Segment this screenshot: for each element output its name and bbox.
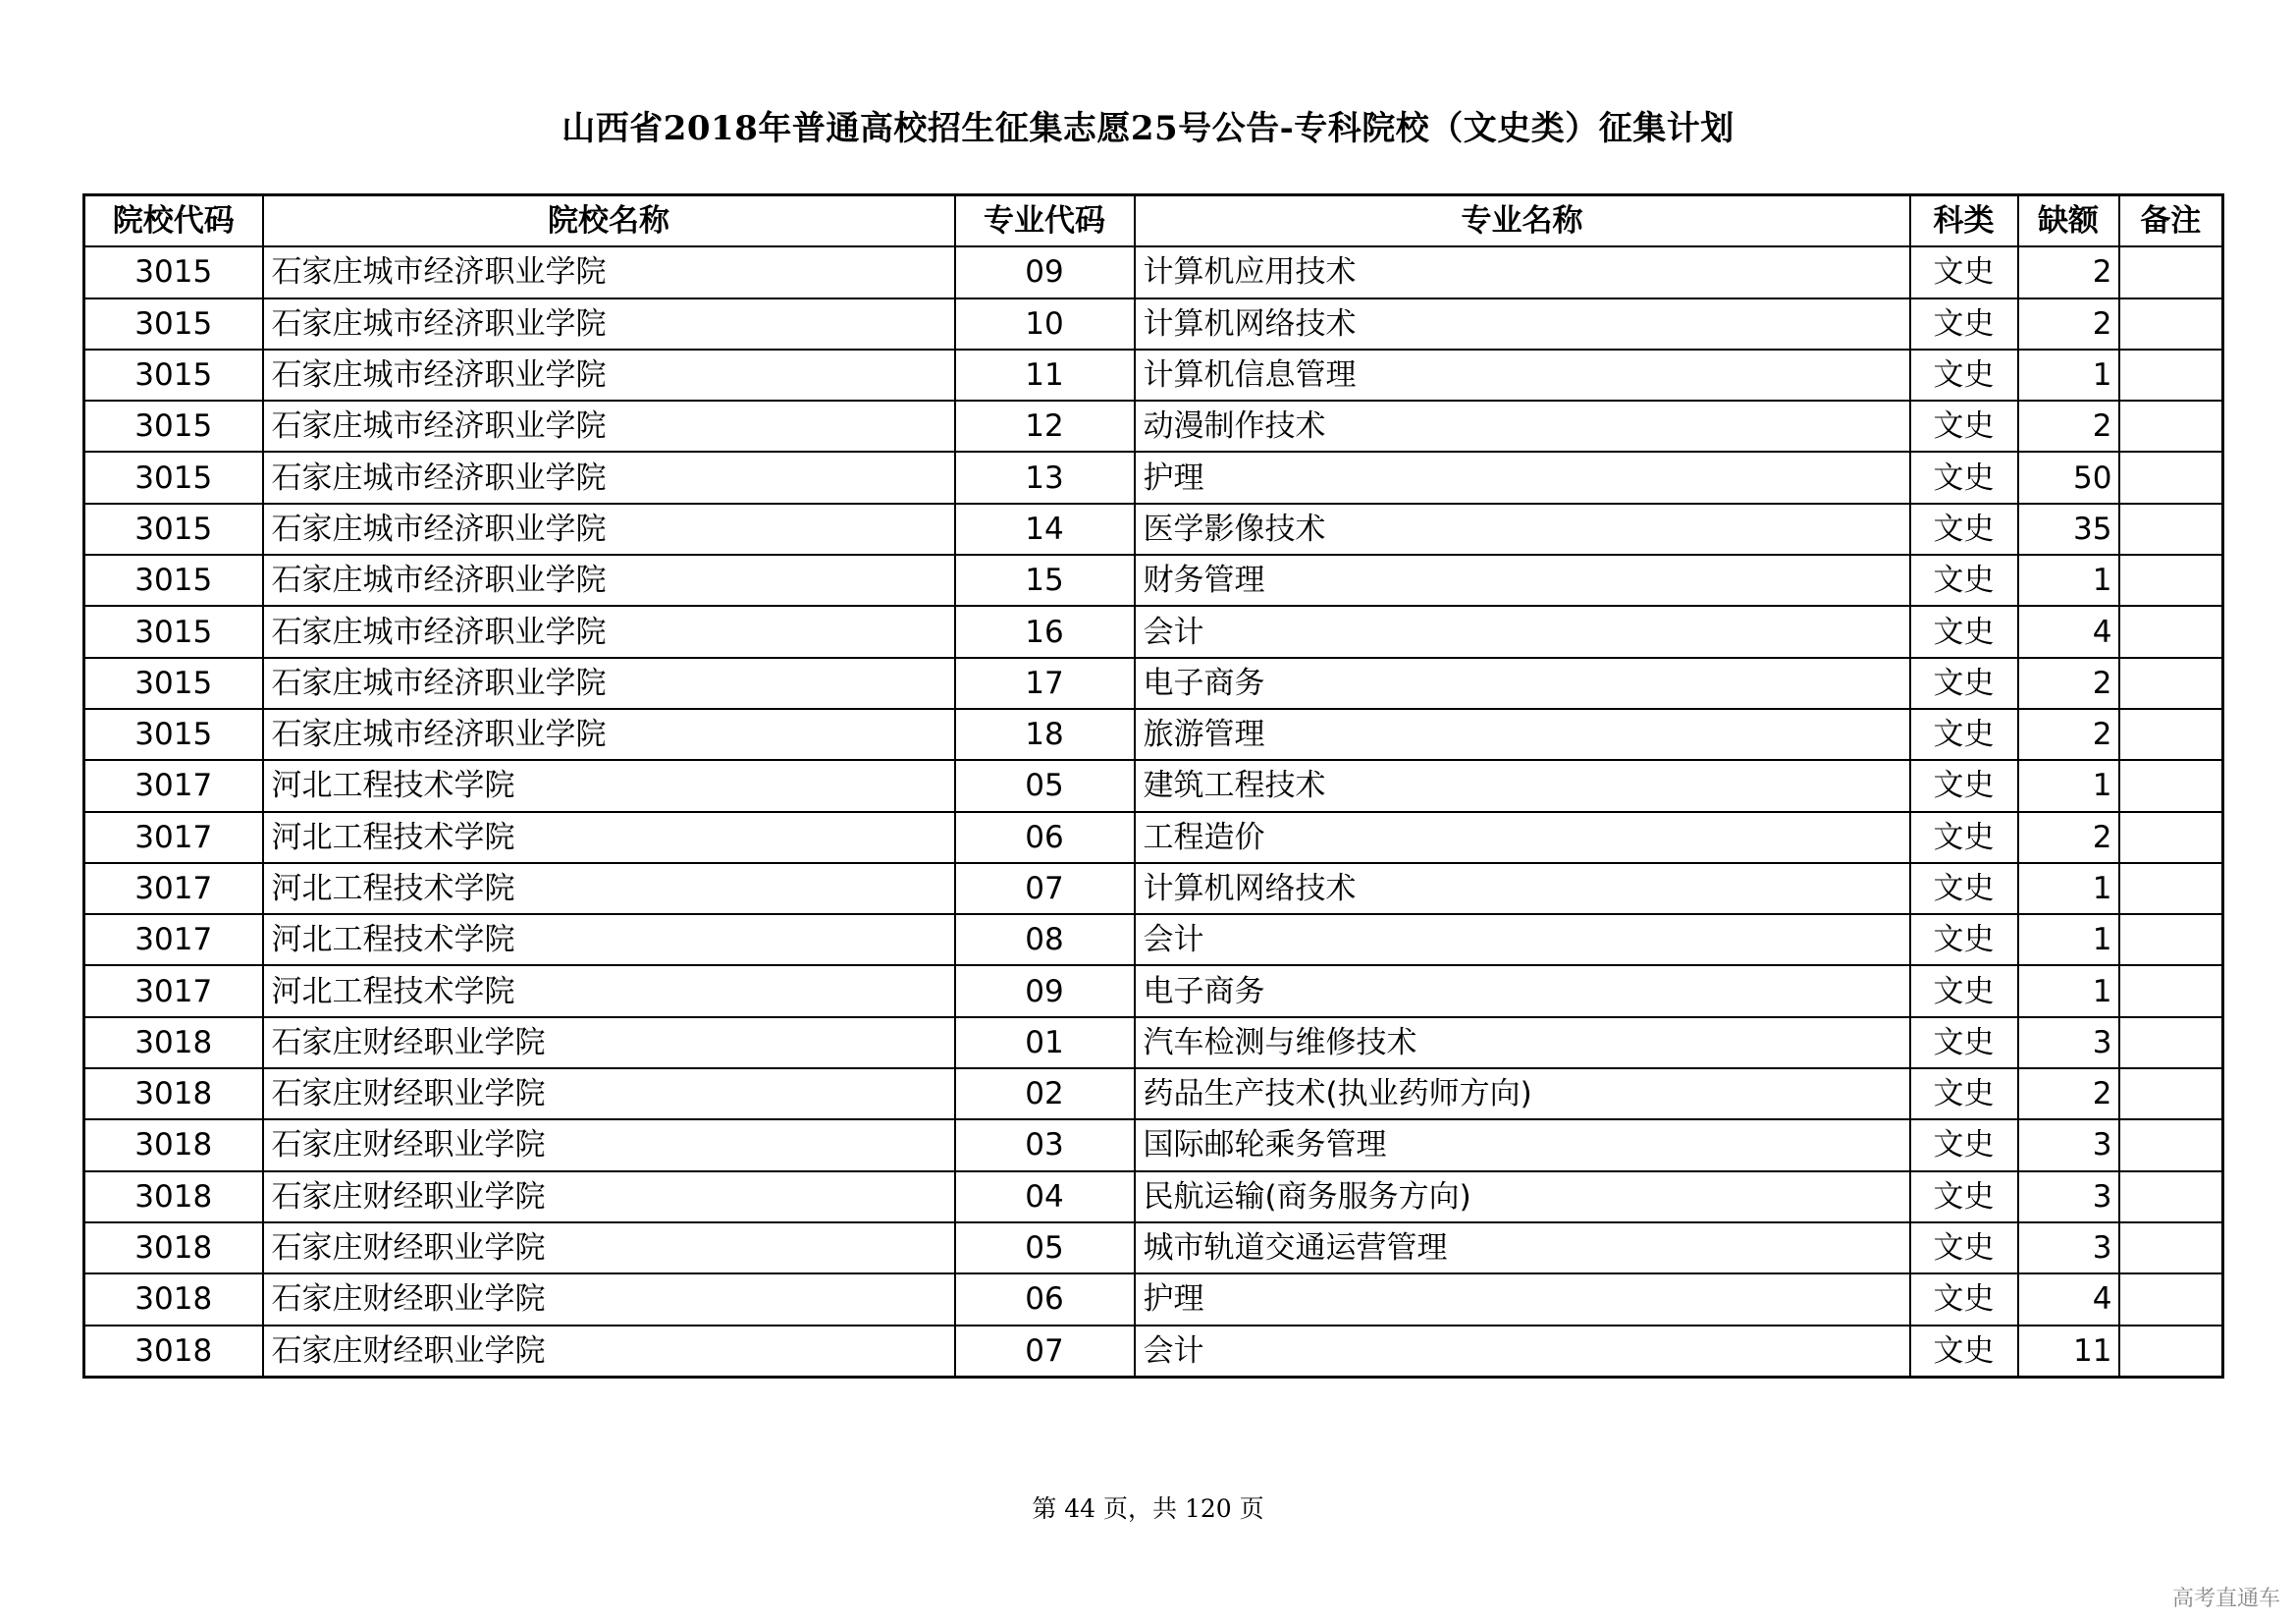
category-cell: 文史 bbox=[1910, 452, 2018, 503]
major-code-cell: 09 bbox=[955, 246, 1135, 298]
school-code-cell: 3015 bbox=[84, 709, 263, 760]
major-name-cell: 计算机信息管理 bbox=[1135, 350, 1910, 401]
major-code-cell: 14 bbox=[955, 504, 1135, 555]
note-cell bbox=[2119, 1171, 2223, 1222]
school-name-cell: 石家庄城市经济职业学院 bbox=[263, 350, 955, 401]
major-name-cell: 汽车检测与维修技术 bbox=[1135, 1017, 1910, 1068]
school-code-cell: 3017 bbox=[84, 760, 263, 811]
school-name-cell: 石家庄财经职业学院 bbox=[263, 1119, 955, 1170]
school-code-cell: 3018 bbox=[84, 1326, 263, 1378]
major-name-cell: 民航运输(商务服务方向) bbox=[1135, 1171, 1910, 1222]
note-cell bbox=[2119, 709, 2223, 760]
table-row bbox=[84, 1326, 2223, 1378]
category-cell: 文史 bbox=[1910, 246, 2018, 298]
school-code-cell: 3017 bbox=[84, 965, 263, 1016]
table-row bbox=[84, 914, 2223, 965]
table-row bbox=[84, 1171, 2223, 1222]
major-name-cell: 旅游管理 bbox=[1135, 709, 1910, 760]
quota-cell: 2 bbox=[2018, 709, 2119, 760]
major-code-cell: 11 bbox=[955, 350, 1135, 401]
major-code-cell: 10 bbox=[955, 298, 1135, 350]
category-cell: 文史 bbox=[1910, 1017, 2018, 1068]
school-code-cell: 3015 bbox=[84, 504, 263, 555]
school-name-cell: 河北工程技术学院 bbox=[263, 914, 955, 965]
school-code-cell: 3015 bbox=[84, 401, 263, 452]
category-cell: 文史 bbox=[1910, 965, 2018, 1016]
quota-cell: 4 bbox=[2018, 1273, 2119, 1325]
school-name-cell: 石家庄财经职业学院 bbox=[263, 1273, 955, 1325]
quota-cell: 2 bbox=[2018, 298, 2119, 350]
school-code-cell: 3018 bbox=[84, 1273, 263, 1325]
school-name-cell: 河北工程技术学院 bbox=[263, 965, 955, 1016]
major-name-cell: 药品生产技术(执业药师方向) bbox=[1135, 1068, 1910, 1119]
header-note: 备注 bbox=[2119, 195, 2223, 247]
school-name-cell: 石家庄城市经济职业学院 bbox=[263, 401, 955, 452]
school-code-cell: 3017 bbox=[84, 863, 263, 914]
table-row bbox=[84, 658, 2223, 709]
major-name-cell: 城市轨道交通运营管理 bbox=[1135, 1222, 1910, 1273]
note-cell bbox=[2119, 298, 2223, 350]
major-code-cell: 07 bbox=[955, 1326, 1135, 1378]
major-code-cell: 08 bbox=[955, 914, 1135, 965]
quota-cell: 2 bbox=[2018, 812, 2119, 863]
quota-cell: 35 bbox=[2018, 504, 2119, 555]
school-name-cell: 石家庄城市经济职业学院 bbox=[263, 555, 955, 606]
school-code-cell: 3015 bbox=[84, 350, 263, 401]
note-cell bbox=[2119, 1273, 2223, 1325]
school-name-cell: 石家庄城市经济职业学院 bbox=[263, 606, 955, 657]
category-cell: 文史 bbox=[1910, 1068, 2018, 1119]
category-cell: 文史 bbox=[1910, 350, 2018, 401]
school-name-cell: 石家庄财经职业学院 bbox=[263, 1068, 955, 1119]
major-name-cell: 会计 bbox=[1135, 1326, 1910, 1378]
table-row bbox=[84, 1017, 2223, 1068]
quota-cell: 50 bbox=[2018, 452, 2119, 503]
table-row bbox=[84, 1119, 2223, 1170]
note-cell bbox=[2119, 401, 2223, 452]
category-cell: 文史 bbox=[1910, 555, 2018, 606]
table-header-row bbox=[84, 195, 2223, 247]
header-school-name: 院校名称 bbox=[263, 195, 955, 247]
major-code-cell: 03 bbox=[955, 1119, 1135, 1170]
major-code-cell: 06 bbox=[955, 1273, 1135, 1325]
quota-cell: 2 bbox=[2018, 246, 2119, 298]
major-name-cell: 会计 bbox=[1135, 914, 1910, 965]
school-name-cell: 石家庄城市经济职业学院 bbox=[263, 298, 955, 350]
school-name-cell: 石家庄财经职业学院 bbox=[263, 1326, 955, 1378]
category-cell: 文史 bbox=[1910, 812, 2018, 863]
note-cell bbox=[2119, 606, 2223, 657]
note-cell bbox=[2119, 965, 2223, 1016]
major-name-cell: 国际邮轮乘务管理 bbox=[1135, 1119, 1910, 1170]
note-cell bbox=[2119, 1222, 2223, 1273]
table-row bbox=[84, 504, 2223, 555]
school-name-cell: 石家庄城市经济职业学院 bbox=[263, 246, 955, 298]
quota-cell: 3 bbox=[2018, 1222, 2119, 1273]
major-code-cell: 01 bbox=[955, 1017, 1135, 1068]
quota-cell: 1 bbox=[2018, 760, 2119, 811]
school-name-cell: 河北工程技术学院 bbox=[263, 760, 955, 811]
category-cell: 文史 bbox=[1910, 298, 2018, 350]
header-major-name: 专业名称 bbox=[1135, 195, 1910, 247]
quota-cell: 11 bbox=[2018, 1326, 2119, 1378]
school-code-cell: 3015 bbox=[84, 246, 263, 298]
header-category: 科类 bbox=[1910, 195, 2018, 247]
category-cell: 文史 bbox=[1910, 709, 2018, 760]
quota-cell: 4 bbox=[2018, 606, 2119, 657]
category-cell: 文史 bbox=[1910, 658, 2018, 709]
major-name-cell: 财务管理 bbox=[1135, 555, 1910, 606]
header-major-code: 专业代码 bbox=[955, 195, 1135, 247]
quota-cell: 3 bbox=[2018, 1119, 2119, 1170]
school-name-cell: 河北工程技术学院 bbox=[263, 863, 955, 914]
table-row bbox=[84, 965, 2223, 1016]
major-name-cell: 计算机应用技术 bbox=[1135, 246, 1910, 298]
header-quota: 缺额 bbox=[2018, 195, 2119, 247]
quota-cell: 1 bbox=[2018, 350, 2119, 401]
table-row bbox=[84, 812, 2223, 863]
quota-cell: 1 bbox=[2018, 965, 2119, 1016]
major-code-cell: 09 bbox=[955, 965, 1135, 1016]
category-cell: 文史 bbox=[1910, 863, 2018, 914]
quota-cell: 1 bbox=[2018, 863, 2119, 914]
note-cell bbox=[2119, 1068, 2223, 1119]
school-name-cell: 石家庄财经职业学院 bbox=[263, 1017, 955, 1068]
note-cell bbox=[2119, 246, 2223, 298]
major-name-cell: 会计 bbox=[1135, 606, 1910, 657]
watermark: 高考直通车 bbox=[2171, 1587, 2280, 1611]
school-name-cell: 石家庄城市经济职业学院 bbox=[263, 709, 955, 760]
major-name-cell: 动漫制作技术 bbox=[1135, 401, 1910, 452]
note-cell bbox=[2119, 658, 2223, 709]
quota-cell: 2 bbox=[2018, 1068, 2119, 1119]
table-row bbox=[84, 555, 2223, 606]
major-code-cell: 12 bbox=[955, 401, 1135, 452]
category-cell: 文史 bbox=[1910, 606, 2018, 657]
school-code-cell: 3015 bbox=[84, 606, 263, 657]
school-code-cell: 3018 bbox=[84, 1017, 263, 1068]
major-name-cell: 护理 bbox=[1135, 452, 1910, 503]
note-cell bbox=[2119, 914, 2223, 965]
major-name-cell: 医学影像技术 bbox=[1135, 504, 1910, 555]
school-name-cell: 石家庄城市经济职业学院 bbox=[263, 504, 955, 555]
quota-cell: 2 bbox=[2018, 401, 2119, 452]
school-name-cell: 石家庄城市经济职业学院 bbox=[263, 452, 955, 503]
note-cell bbox=[2119, 812, 2223, 863]
school-name-cell: 石家庄城市经济职业学院 bbox=[263, 658, 955, 709]
note-cell bbox=[2119, 760, 2223, 811]
table-row bbox=[84, 1273, 2223, 1325]
table-body bbox=[84, 246, 2223, 1377]
school-code-cell: 3018 bbox=[84, 1171, 263, 1222]
category-cell: 文史 bbox=[1910, 760, 2018, 811]
major-code-cell: 05 bbox=[955, 760, 1135, 811]
table-row bbox=[84, 863, 2223, 914]
major-name-cell: 电子商务 bbox=[1135, 965, 1910, 1016]
note-cell bbox=[2119, 350, 2223, 401]
category-cell: 文史 bbox=[1910, 914, 2018, 965]
table-row bbox=[84, 709, 2223, 760]
note-cell bbox=[2119, 863, 2223, 914]
category-cell: 文史 bbox=[1910, 1119, 2018, 1170]
quota-cell: 2 bbox=[2018, 658, 2119, 709]
major-code-cell: 07 bbox=[955, 863, 1135, 914]
school-code-cell: 3018 bbox=[84, 1222, 263, 1273]
enrollment-plan-table bbox=[82, 193, 2224, 1379]
major-code-cell: 02 bbox=[955, 1068, 1135, 1119]
major-name-cell: 电子商务 bbox=[1135, 658, 1910, 709]
major-code-cell: 05 bbox=[955, 1222, 1135, 1273]
table-row bbox=[84, 350, 2223, 401]
category-cell: 文史 bbox=[1910, 401, 2018, 452]
category-cell: 文史 bbox=[1910, 504, 2018, 555]
table-row bbox=[84, 606, 2223, 657]
table-row bbox=[84, 246, 2223, 298]
major-code-cell: 13 bbox=[955, 452, 1135, 503]
category-cell: 文史 bbox=[1910, 1273, 2018, 1325]
note-cell bbox=[2119, 555, 2223, 606]
category-cell: 文史 bbox=[1910, 1171, 2018, 1222]
major-code-cell: 06 bbox=[955, 812, 1135, 863]
table-row bbox=[84, 1068, 2223, 1119]
major-code-cell: 15 bbox=[955, 555, 1135, 606]
major-name-cell: 计算机网络技术 bbox=[1135, 863, 1910, 914]
quota-cell: 1 bbox=[2018, 914, 2119, 965]
table-row bbox=[84, 452, 2223, 503]
table-row bbox=[84, 760, 2223, 811]
note-cell bbox=[2119, 1017, 2223, 1068]
school-code-cell: 3015 bbox=[84, 452, 263, 503]
major-name-cell: 工程造价 bbox=[1135, 812, 1910, 863]
note-cell bbox=[2119, 504, 2223, 555]
major-name-cell: 计算机网络技术 bbox=[1135, 298, 1910, 350]
table-row bbox=[84, 401, 2223, 452]
school-code-cell: 3015 bbox=[84, 658, 263, 709]
category-cell: 文史 bbox=[1910, 1222, 2018, 1273]
major-name-cell: 建筑工程技术 bbox=[1135, 760, 1910, 811]
school-name-cell: 石家庄财经职业学院 bbox=[263, 1222, 955, 1273]
school-code-cell: 3017 bbox=[84, 812, 263, 863]
school-name-cell: 石家庄财经职业学院 bbox=[263, 1171, 955, 1222]
major-code-cell: 18 bbox=[955, 709, 1135, 760]
school-code-cell: 3018 bbox=[84, 1119, 263, 1170]
school-code-cell: 3015 bbox=[84, 298, 263, 350]
quota-cell: 3 bbox=[2018, 1017, 2119, 1068]
major-code-cell: 17 bbox=[955, 658, 1135, 709]
school-name-cell: 河北工程技术学院 bbox=[263, 812, 955, 863]
note-cell bbox=[2119, 1326, 2223, 1378]
note-cell bbox=[2119, 1119, 2223, 1170]
quota-cell: 1 bbox=[2018, 555, 2119, 606]
quota-cell: 3 bbox=[2018, 1171, 2119, 1222]
header-school-code: 院校代码 bbox=[84, 195, 263, 247]
table-row bbox=[84, 298, 2223, 350]
page-title: 山西省2018年普通高校招生征集志愿25号公告-专科院校（文史类）征集计划 bbox=[561, 109, 1735, 148]
page-number: 第 44 页，共 120 页 bbox=[1032, 1494, 1264, 1523]
note-cell bbox=[2119, 452, 2223, 503]
table-row bbox=[84, 1222, 2223, 1273]
major-code-cell: 04 bbox=[955, 1171, 1135, 1222]
school-code-cell: 3017 bbox=[84, 914, 263, 965]
category-cell: 文史 bbox=[1910, 1326, 2018, 1378]
major-code-cell: 16 bbox=[955, 606, 1135, 657]
major-name-cell: 护理 bbox=[1135, 1273, 1910, 1325]
school-code-cell: 3015 bbox=[84, 555, 263, 606]
school-code-cell: 3018 bbox=[84, 1068, 263, 1119]
